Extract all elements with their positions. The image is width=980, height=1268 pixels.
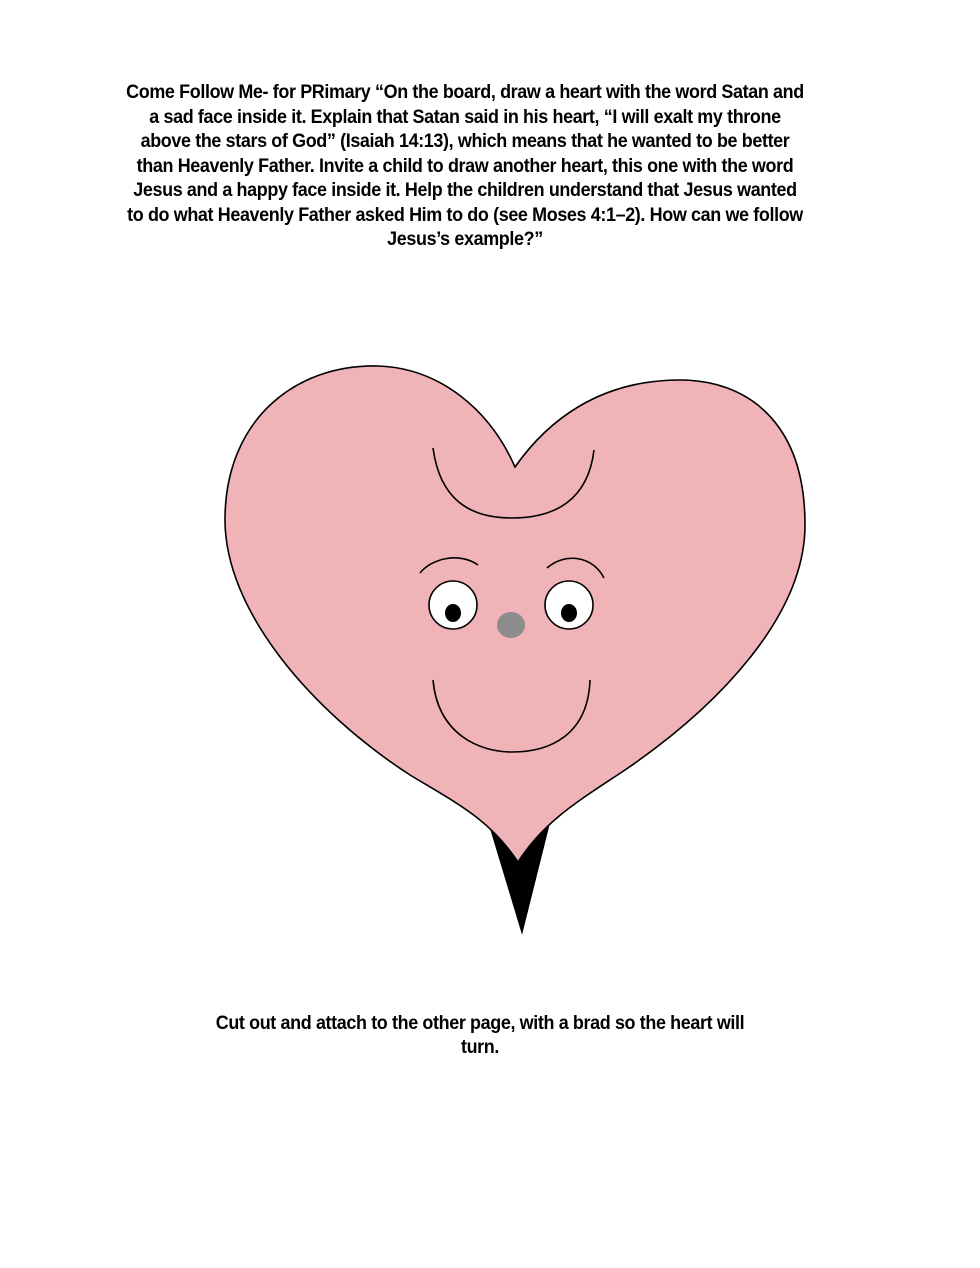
right-pupil <box>561 604 577 622</box>
cut-out-instructions: Cut out and attach to the other page, with a brad so the heart will turn. <box>215 1012 745 1058</box>
left-pupil <box>445 604 461 622</box>
intro-text: Come Follow Me- for PRimary “On the board, draw a heart with the word Satan and a sad face inside it. Explain that Satan said in his heart, “I will exalt my throne above the stars of God” (Isaiah 14:13), which means that he wanted to be better than Heavenly Father. Invite a child to draw another heart, this one with the word Jesus and a happy face inside it. Help the children understand that Jesus wanted to do what Heavenly Father asked Him to do (see Moses 4:1–2). How can we follow Jesus’s example?” <box>126 81 804 250</box>
nose <box>497 612 525 638</box>
